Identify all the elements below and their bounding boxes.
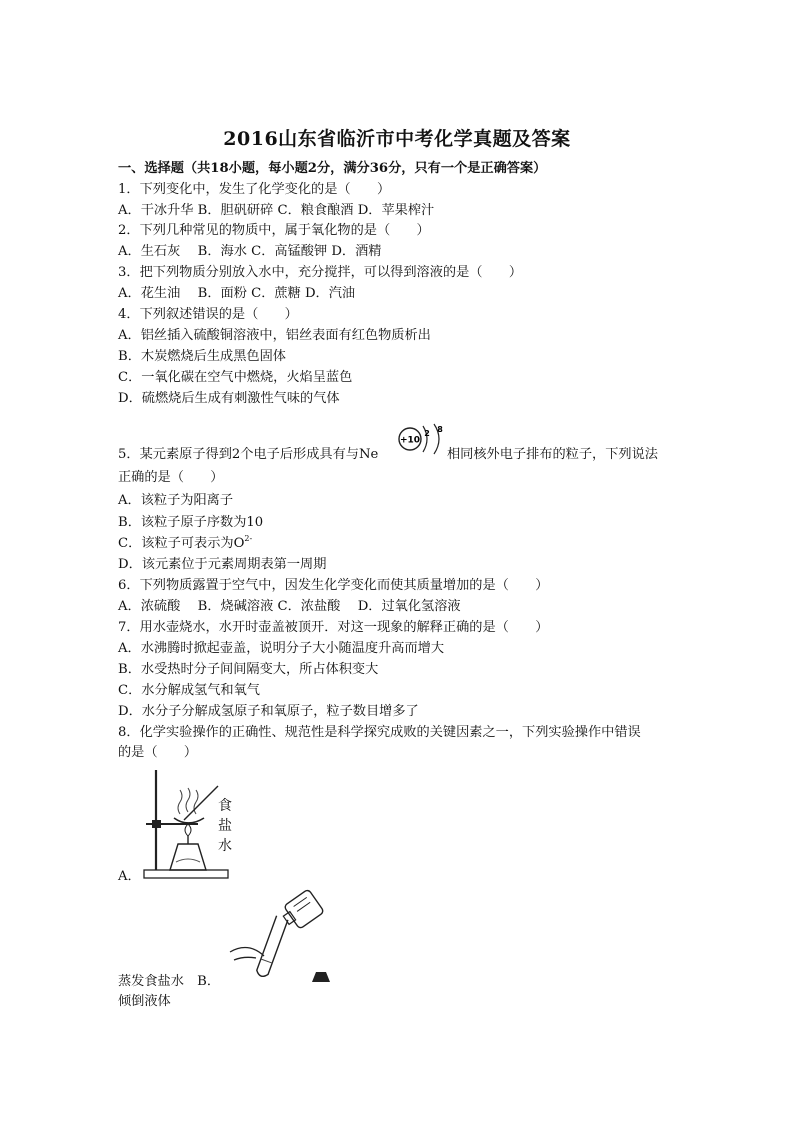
q6-stem: 6．下列物质露置于空气中，因发生化学变化而使其质量增加的是（ ） bbox=[118, 578, 549, 593]
q3-options: A．花生油 B．面粉 C．蔗糖 D．汽油 bbox=[118, 286, 356, 301]
q7-option-d: D．水分子分解成氢原子和氧原子，粒子数目增多了 bbox=[118, 704, 419, 719]
q5-stem-part1: 5．某元素原子得到2个电子后形成具有与Ne bbox=[118, 447, 379, 462]
stand-base bbox=[144, 870, 228, 878]
q4-option-d: D．硫燃烧后生成有刺激性气味的气体 bbox=[118, 391, 340, 406]
q2-options: A．生石灰 B．海水 C．高锰酸钾 D．酒精 bbox=[118, 244, 382, 259]
q4-stem: 4．下列叙述错误的是（ ） bbox=[118, 307, 298, 322]
q8-option-b-prefix: B． bbox=[197, 974, 221, 989]
q4-option-a: A．铝丝插入硫酸铜溶液中，铝丝表面有红色物质析出 bbox=[118, 328, 431, 343]
steam-wisp-1 bbox=[178, 790, 182, 814]
q6-options: A．浓硫酸 B．烧碱溶液 C．浓盐酸 D．过氧化氢溶液 bbox=[118, 599, 461, 614]
pouring-liquid-figure bbox=[222, 886, 332, 990]
alcohol-lamp bbox=[170, 844, 206, 870]
salt-water-label-char-1: 食 bbox=[218, 798, 232, 814]
clamp-knob bbox=[152, 820, 161, 828]
q8-option-a-prefix: A． bbox=[118, 869, 141, 884]
salt-water-label-char-3: 水 bbox=[218, 838, 232, 854]
lamp-flame bbox=[185, 824, 191, 836]
bottle-stopper bbox=[312, 972, 330, 982]
q8-stem-line1: 8．化学实验操作的正确性、规范性是科学探究成败的关键因素之一，下列实验操作中错误 bbox=[118, 725, 641, 740]
q7-option-c: C．水分解成氢气和氧气 bbox=[118, 683, 260, 698]
atom-structure-diagram bbox=[397, 418, 447, 462]
q5-option-b: B．该粒子原子序数为10 bbox=[118, 515, 264, 530]
q3-stem: 3．把下列物质分别放入水中，充分搅拌，可以得到溶液的是（ ） bbox=[118, 265, 523, 280]
q7-option-b: B．水受热时分子间间隔变大，所占体积变大 bbox=[118, 662, 379, 677]
shell-2-electrons: 8 bbox=[437, 425, 443, 434]
lamp-liquid bbox=[176, 859, 200, 862]
q4-option-b: B．木炭燃烧后生成黑色固体 bbox=[118, 349, 286, 364]
q5-option-a: A．该粒子为阳离子 bbox=[118, 493, 234, 508]
q2-stem: 2．下列几种常见的物质中，属于氧化物的是（ ） bbox=[118, 223, 430, 238]
nucleus-charge: +10 bbox=[399, 435, 421, 446]
q4-option-c: C．一氧化碳在空气中燃烧，火焰呈蓝色 bbox=[118, 370, 353, 385]
salt-water-label bbox=[218, 796, 232, 856]
q8-option-b-caption: 倾倒液体 bbox=[118, 994, 171, 1009]
q1-options: A．干冰升华 B．胆矾研碎 C．粮食酿酒 D．苹果榨汁 bbox=[118, 203, 435, 218]
q8-stem-line2: 的是（ ） bbox=[118, 745, 198, 760]
page-title: 2016山东省临沂市中考化学真题及答案 bbox=[223, 128, 571, 150]
q7-option-a: A．水沸腾时掀起壶盖，说明分子大小随温度升高而增大 bbox=[118, 641, 445, 656]
q5-stem-line2: 正确的是（ ） bbox=[118, 470, 224, 485]
q5-option-c bbox=[118, 535, 252, 554]
q1-stem: 1．下列变化中，发生了化学变化的是（ ） bbox=[118, 182, 391, 197]
q5-option-c-charge: 2- bbox=[244, 534, 253, 543]
q5-stem-part2: 相同核外电子排布的粒子，下列说法 bbox=[447, 447, 658, 462]
q8-option-a-caption: 蒸发食盐水 bbox=[118, 974, 184, 989]
salt-water-label-char-2: 盐 bbox=[218, 818, 232, 834]
test-tube bbox=[255, 916, 287, 978]
q5-option-d: D．该元素位于元素周期表第一周期 bbox=[118, 557, 327, 572]
steam-wisp-3 bbox=[194, 790, 198, 814]
q7-stem: 7．用水壶烧水，水开时壶盖被顶开．对这一现象的解释正确的是（ ） bbox=[118, 620, 549, 635]
shell-1-electrons: 2 bbox=[424, 429, 430, 438]
q8-option-a-caption-line bbox=[118, 973, 220, 991]
evaporating-dish bbox=[174, 818, 204, 823]
q5-option-c-text: C．该粒子可表示为O bbox=[118, 536, 245, 551]
section-heading: 一、选择题（共18小题，每小题2分，满分36分，只有一个是正确答案） bbox=[118, 161, 547, 176]
steam-wisp-2 bbox=[186, 788, 190, 812]
hand bbox=[230, 948, 264, 961]
